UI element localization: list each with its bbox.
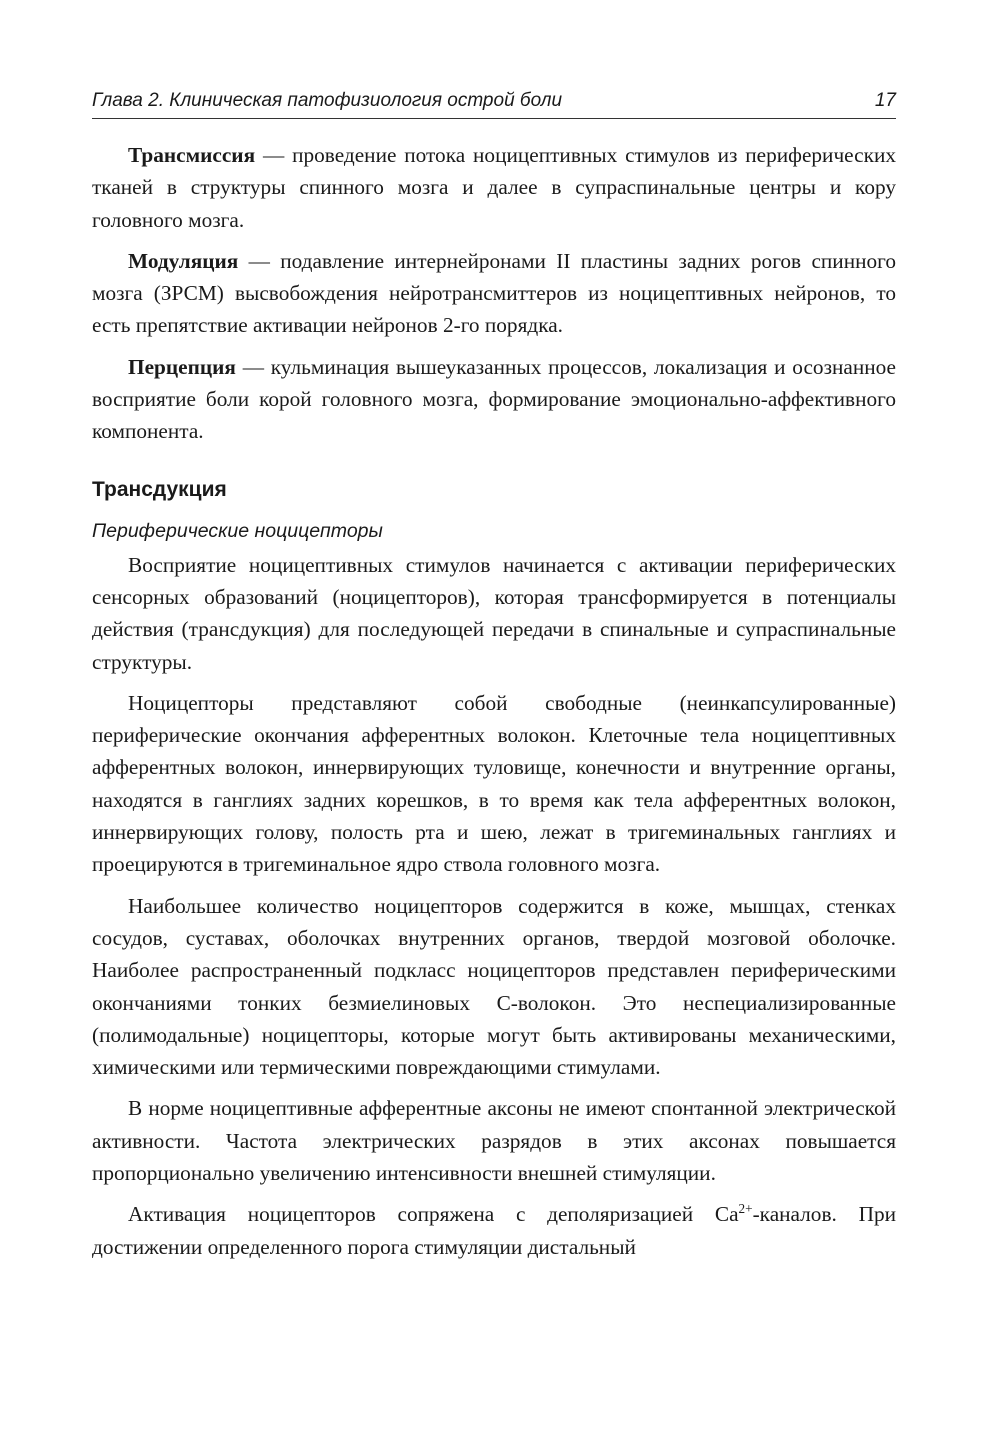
book-page [92, 90, 896, 1272]
page-number: 17 [874, 90, 896, 111]
body-text [92, 139, 896, 1263]
paragraph-modulation: Модуляция — подавление интернейронами II пластины задних рогов спинного мозга (ЗРСМ) высвобождения нейротрансмиттеров из ноцицептивных нейронов, то есть препятствие активации нейронов 2-го порядка. [92, 248, 896, 338]
paragraph-transmission: Трансмиссия — проведение потока ноцицептивных стимулов из периферических тканей в структуры спинного мозга и далее в супраспинальные центры и кору головного мозга. [92, 143, 896, 232]
running-head [92, 90, 896, 119]
paragraph-last: Активация ноцицепторов сопряжена с деполяризацией $Ca^{2+}$-каналов. При достижении определенного порога стимуляции дистальный [92, 1201, 896, 1259]
paragraph: В норме ноцицептивные афферентные аксоны не имеют спонтанной электрической активности. Частота электрических разрядов в этих аксонах повышается пропорционально увеличению интенсивности внешней стимуляции. [92, 1096, 896, 1186]
paragraph: Наибольшее количество ноцицепторов содержится в коже, мышцах, стенках сосудов, суставах, оболочках внутренних органов, твердой мозговой оболочке. Наиболее распространенный подкласс ноцицепторов представлен периферическими окончаниями тонких безмиелиновых С-волокон. Это неспециализированные (полимодальные) ноцицепторы, которые могут быть активированы механическими, химическими или термическими повреждающими стимулами. [92, 893, 896, 1080]
paragraph-perception: Перцепция — кульминация вышеуказанных процессов, локализация и осознанное восприятие боли корой головного мозга, формирование эмоционально-аффективного компонента. [92, 354, 896, 444]
superscript: 2+ [738, 1201, 753, 1217]
chapter-title: Глава 2. Клиническая патофизиология острой боли [92, 90, 563, 111]
section-heading: Трансдукция [92, 477, 227, 501]
paragraph: Восприятие ноцицептивных стимулов начинается с активации периферических сенсорных образований (ноцицепторов), которая трансформируется в потенциалы действия (трансдукция) для последующей передачи в спинальные и супраспинальные структуры. [92, 552, 896, 674]
term-transmission: Трансмиссия [128, 143, 256, 167]
paragraph: Ноцицепторы представляют собой свободные (неинкапсулированные) периферические окончания афферентных волокон. Клеточные тела ноцицептивных афферентных волокон, иннервирующих туловище, конечности и внутренние органы, находятся в ганглиях задних корешков, в то время как тела афферентных волокон, иннервирующих голову, полость рта и шею, лежат в тригеминальных ганглиях и проецируются в тригеминальное ядро ствола головного мозга. [92, 690, 896, 877]
term-modulation: Модуляция [128, 248, 239, 273]
subsection-heading: Периферические ноцицепторы [92, 519, 383, 542]
term-perception: Перцепция [128, 354, 236, 379]
